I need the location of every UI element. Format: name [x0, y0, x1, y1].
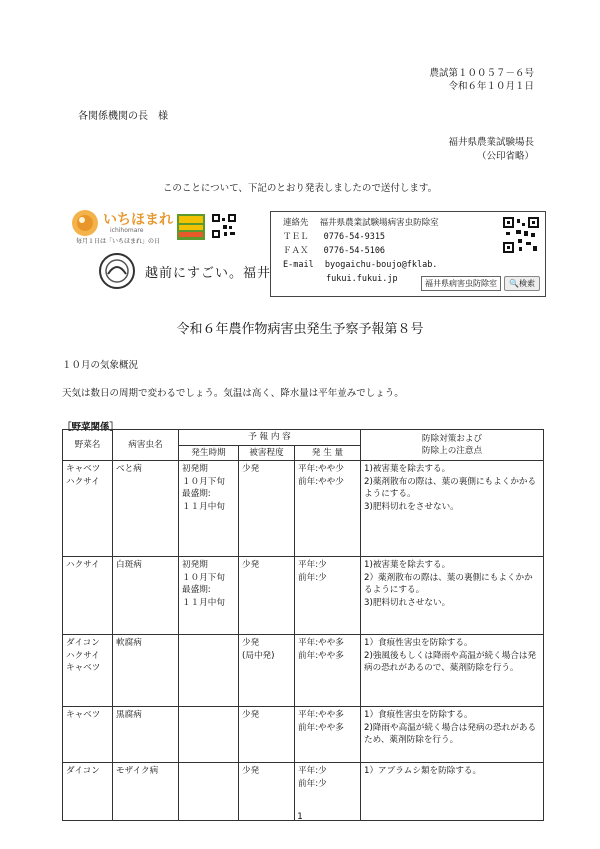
cell-measures-line: 3)肥料切れをさせない。 — [364, 501, 459, 512]
ichihomare-tagline: 毎月１日は「いちほまれ」の日 — [76, 238, 161, 245]
cell-amount-line: 前年:少 — [298, 778, 327, 789]
cell-pest — [113, 635, 179, 707]
header-damage: 被害程度 — [239, 445, 295, 461]
cell-amount-line: 前年:やや多 — [298, 650, 344, 661]
cell-amount — [295, 557, 361, 635]
cell-damage — [239, 557, 295, 635]
cell-measures-line: 1）食痕性害虫を防除する。 — [364, 638, 473, 648]
cell-crop-line: キャベツ — [66, 464, 101, 474]
ichihomare-roman: ichihomare — [110, 227, 144, 234]
email-address-line2[interactable]: fukui.fukui.jp — [326, 274, 398, 284]
fukui-slogan-logo — [95, 252, 272, 292]
qr-code-icon — [212, 214, 236, 238]
cell-pest — [113, 707, 179, 763]
cell-crop — [63, 557, 113, 635]
cell-crop — [63, 461, 113, 557]
cell-period-line: １１月中旬 — [182, 501, 225, 512]
cell-crop-line: ハクサイ — [66, 476, 100, 487]
search-button[interactable] — [504, 276, 540, 291]
cell-crop-line: ハクサイ — [66, 650, 100, 661]
search-icon: 🔍 — [509, 279, 519, 288]
pest-forecast-table — [62, 429, 544, 821]
cell-pest-line: べと病 — [116, 464, 142, 474]
cell-damage-line: 少発 — [242, 766, 260, 776]
cell-measures-line: 1)被害葉を除去する。 — [364, 464, 451, 474]
cell-period-line: １１月中旬 — [182, 597, 225, 608]
header-period: 発生時期 — [179, 445, 239, 461]
cell-measures — [361, 707, 544, 763]
table-row — [63, 707, 544, 763]
cell-amount-line: 平年:やや多 — [298, 710, 344, 720]
email-address-line1[interactable]: byogaichu-boujo@fklab. — [324, 260, 438, 270]
cell-crop-line: ダイコン — [66, 638, 100, 648]
table-row — [63, 635, 544, 707]
cell-period-line: 初発期 — [182, 560, 208, 570]
fax-number: 0776-54-5106 — [323, 246, 386, 256]
cell-pest-line: 軟腐病 — [116, 638, 142, 648]
cell-measures-line: 1）食痕性害虫を防除する。 — [364, 710, 473, 720]
cell-crop-line: ハクサイ — [66, 560, 100, 570]
cell-amount-line: 平年:やや少 — [298, 464, 344, 474]
cell-damage-line: 少発 — [242, 464, 260, 474]
cell-period — [179, 707, 239, 763]
cell-period-line: 最盛期: — [182, 585, 211, 595]
cell-crop-line: ダイコン — [66, 766, 100, 776]
cell-amount-line: 平年:やや多 — [298, 638, 344, 648]
cell-measures-line: 2)薬剤散布の際は、葉の裏側にもよくかかるようにする。 — [364, 476, 537, 499]
cell-amount-line: 平年:少 — [298, 766, 327, 776]
table-row — [63, 461, 544, 557]
cell-amount — [295, 461, 361, 557]
cell-measures-line: 2）薬剤散布の際は、葉の裏側にもよくかかるようにする。 — [364, 572, 533, 595]
contact-org: 福井県農業試験場病害虫防除室 — [319, 218, 439, 228]
cell-amount-line: 前年:やや少 — [298, 476, 344, 487]
cell-damage — [239, 461, 295, 557]
cell-measures-line: 1）アブラムシ類を防除する。 — [364, 766, 482, 776]
cell-amount — [295, 635, 361, 707]
cell-pest-line: モザイク病 — [116, 766, 159, 776]
cell-crop-line: キャベツ — [66, 663, 101, 673]
report-title: 令和６年農作物病害虫発生予察予報第８号 — [176, 322, 424, 337]
sender-note: （公印省略） — [476, 151, 534, 162]
cell-period-line: 最盛期: — [182, 489, 211, 499]
table-body — [63, 461, 544, 821]
header-crop: 野菜名 — [63, 430, 113, 461]
cell-pest-line: 黒腐病 — [116, 710, 142, 720]
weather-heading: １０月の気象概況 — [62, 360, 139, 371]
contact-label: 連絡先 — [283, 218, 309, 228]
cell-measures-line: 2)降雨や高温が続く場合は発病の恐れがあるため、薬剤防除を行う。 — [364, 722, 537, 745]
header-measures-line1: 防除対策および — [421, 433, 483, 444]
cell-measures-line: 1)被害葉を除去する。 — [364, 560, 451, 570]
fax-label: ＦＡＸ — [283, 246, 309, 256]
cell-pest — [113, 461, 179, 557]
cell-measures-line: 3)肥料切れさせない。 — [364, 597, 451, 608]
cell-period-line: 初発期 — [182, 464, 208, 474]
intro-text: このことについて、下記のとおり発表しましたので送付します。 — [162, 183, 438, 194]
cell-pest — [113, 557, 179, 635]
cell-damage — [239, 635, 295, 707]
contact-qr-code-icon — [503, 217, 539, 253]
cell-period-line: １０月下旬 — [182, 476, 225, 487]
cell-amount-line: 前年:やや多 — [298, 722, 344, 733]
cell-amount — [295, 707, 361, 763]
cell-crop — [63, 707, 113, 763]
cell-crop — [63, 635, 113, 707]
fukui-slogan-text: 越前にすごい。福井 — [145, 266, 272, 281]
header-measures — [361, 430, 544, 461]
cell-period — [179, 557, 239, 635]
tel-label: ＴＥＬ — [283, 232, 309, 242]
header-amount: 発 生 量 — [295, 445, 361, 461]
header-forecast: 予 報 内 容 — [179, 430, 361, 446]
ichihomare-name: いちほまれ — [103, 212, 173, 228]
header-measures-line2: 防除上の注意点 — [421, 446, 483, 456]
cell-measures — [361, 461, 544, 557]
contact-box — [270, 211, 546, 297]
cell-amount-line: 平年:少 — [298, 560, 327, 570]
official-channel-badge — [177, 214, 205, 240]
cell-measures — [361, 635, 544, 707]
recipient: 各関係機関の長 様 — [78, 111, 168, 122]
sender-block — [448, 136, 534, 164]
cell-measures-line: 2)強風後もしくは降雨や高温が続く場合は発病の恐れがあるので、薬剤防除を行う。 — [364, 650, 537, 673]
cell-damage-line: (局中発) — [242, 650, 275, 661]
sender-org: 福井県農業試験場長 — [448, 137, 534, 148]
document-number-block — [429, 67, 534, 93]
doc-number: 農試第１００５７－６号 — [429, 68, 534, 79]
weather-text: 天気は数日の周期で変わるでしょう。気温は高く、降水量は平年並みでしょう。 — [62, 388, 404, 399]
cell-crop-line: キャベツ — [66, 710, 101, 720]
cell-damage-line: 少発 — [242, 638, 260, 648]
cell-period — [179, 461, 239, 557]
cell-amount-line: 前年:少 — [298, 572, 327, 583]
search-field[interactable]: 福井県病害虫防除室 — [421, 276, 501, 291]
cell-period — [179, 635, 239, 707]
header-pest: 病害虫名 — [113, 430, 179, 461]
table-row — [63, 557, 544, 635]
cell-pest-line: 白斑病 — [116, 560, 142, 570]
ichihomare-mark-icon — [70, 208, 100, 238]
search-button-label: 検索 — [518, 279, 535, 288]
cell-damage — [239, 707, 295, 763]
cell-damage-line: 少発 — [242, 560, 260, 570]
email-label: E-mail — [283, 260, 314, 270]
cell-measures — [361, 557, 544, 635]
doc-date: 令和６年１０月１日 — [448, 81, 534, 92]
section-label: ［野菜関係］ — [62, 422, 120, 433]
tel-number[interactable]: 0776-54-9315 — [323, 232, 386, 242]
cell-period-line: １０月下旬 — [182, 572, 225, 583]
cell-damage-line: 少発 — [242, 710, 260, 720]
dinosaur-crest-icon — [95, 252, 139, 290]
page-number: 1 — [297, 812, 303, 822]
